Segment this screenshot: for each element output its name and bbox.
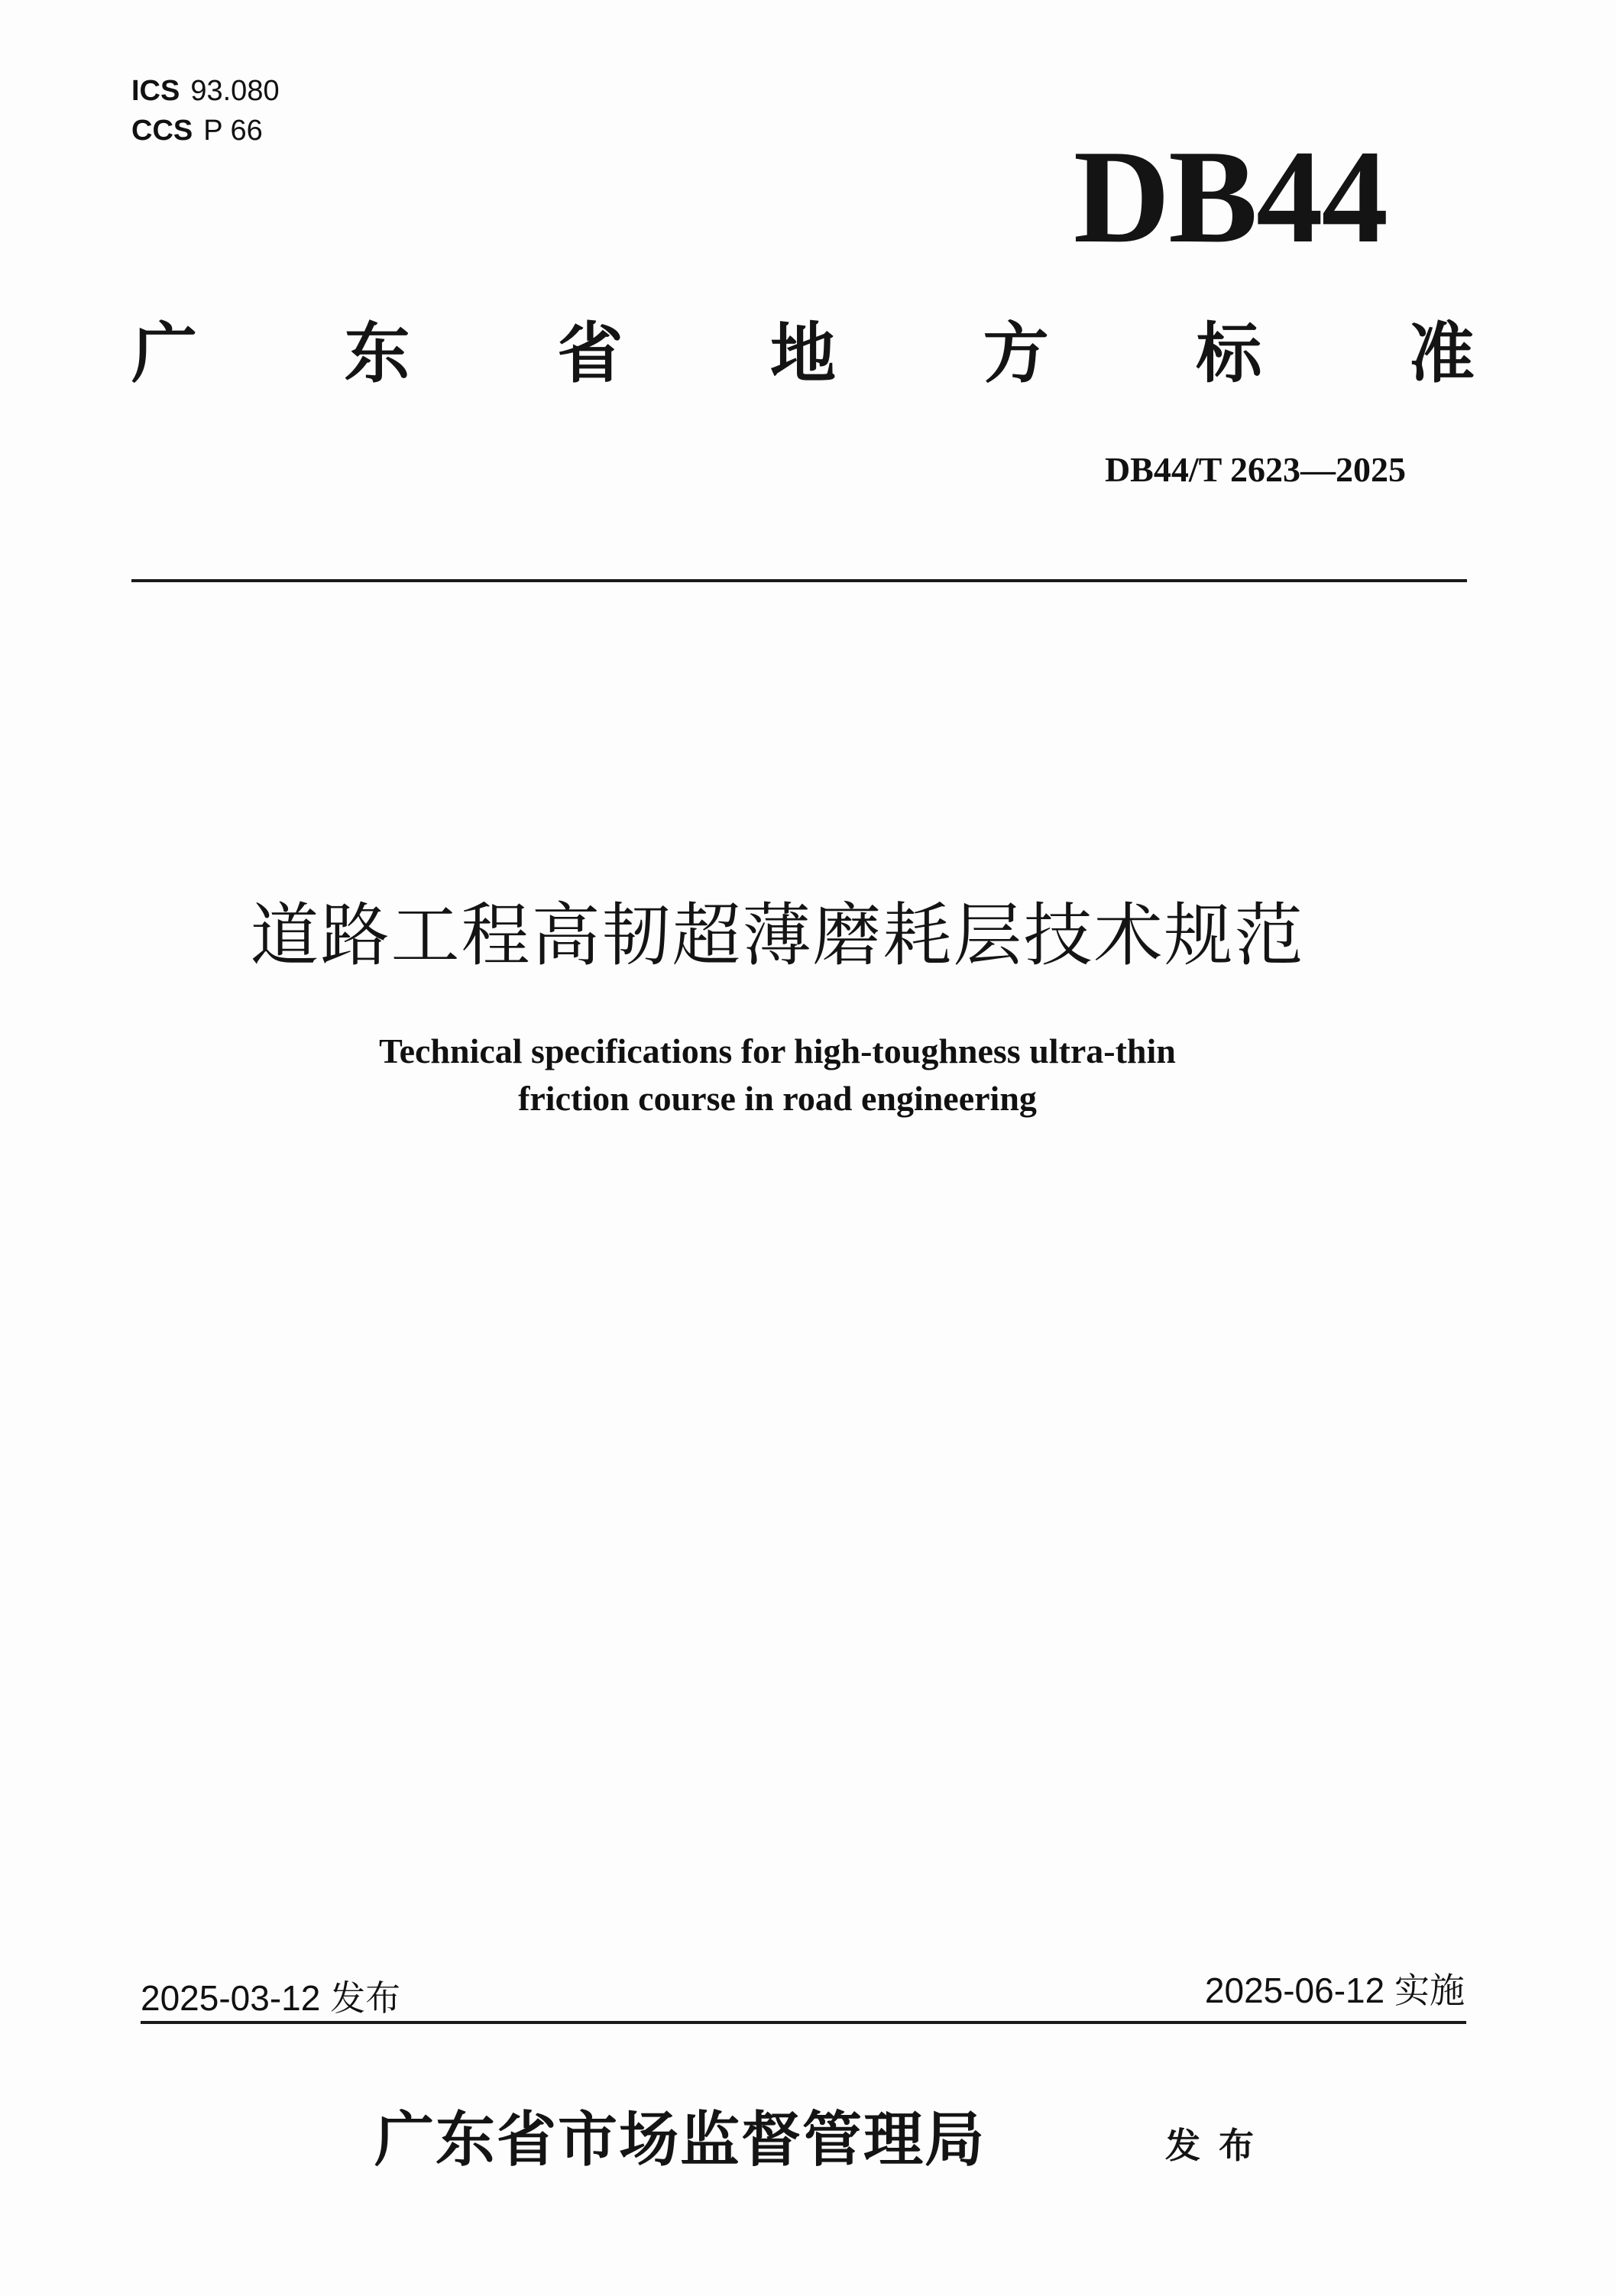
bottom-divider [141, 2021, 1466, 2024]
standard-type-char: 省 [557, 315, 623, 392]
issuing-action: 发布 [1165, 2125, 1272, 2166]
standard-type-char: 东 [344, 315, 410, 392]
title-chinese: 道路工程高韧超薄磨耗层技术规范 [250, 895, 1305, 976]
title-english-line-1: Technical specifications for high-toughness ultra-thin [379, 1031, 1176, 1070]
ics-value: 93.080 [190, 75, 280, 107]
ics-label: ICS [131, 75, 180, 107]
issuing-authority: 广东省市场监督管理局 [374, 2105, 986, 2175]
issue-date: 2025-03-12 发布 [141, 1978, 401, 2018]
standard-type-char: 地 [769, 315, 836, 392]
standard-number: DB44/T 2623—2025 [1104, 450, 1406, 489]
top-divider [131, 579, 1467, 582]
ccs-code [131, 116, 263, 145]
standard-type-char: 广 [131, 315, 197, 392]
implementation-date: 2025-06-12 实施 [1204, 1971, 1465, 2010]
standard-type-char: 方 [983, 315, 1049, 392]
title-english [0, 1028, 1616, 1122]
standard-type-char: 标 [1196, 315, 1262, 392]
ccs-value: P 66 [203, 115, 263, 147]
ccs-label: CCS [131, 115, 193, 147]
standard-type-heading [131, 315, 1475, 392]
ics-code [131, 76, 280, 105]
standard-type-char: 准 [1408, 315, 1475, 392]
standard-logo-db44: DB44 [1073, 122, 1387, 270]
title-english-line-2: friction course in road engineering [518, 1079, 1037, 1118]
